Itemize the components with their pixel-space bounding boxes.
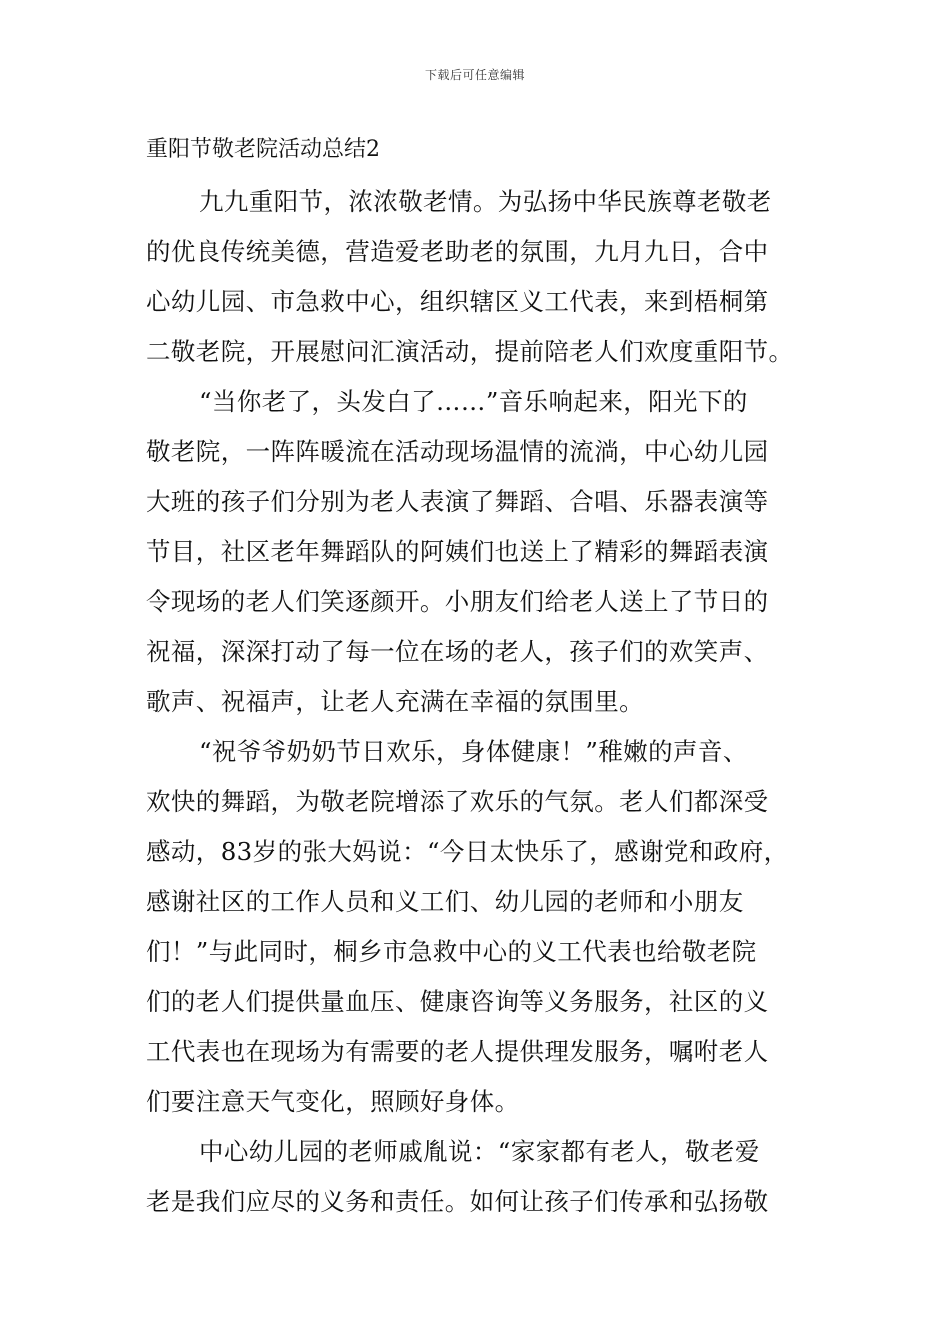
text-line: 老是我们应尽的义务和责任。如何让孩子们传承和弘扬敬 [146,1187,769,1216]
text-line: 感谢社区的工作人员和义工们、幼儿园的老师和小朋友 [146,887,744,916]
text-line: 欢快的舞蹈，为敬老院增添了欢乐的气氛。老人们都深受 [146,787,769,816]
text-line: 二敬老院，开展慰问汇演活动，提前陪老人们欢度重阳节。 [146,337,794,366]
paragraph [146,732,826,1132]
text-line: 节目，社区老年舞蹈队的阿姨们也送上了精彩的舞蹈表演 [146,537,769,566]
text-line: 们的老人们提供量血压、健康咨询等义务服务，社区的义 [146,987,769,1016]
text-line: 令现场的老人们笑逐颜开。小朋友们给老人送上了节日的 [146,587,769,616]
text-line: 感动，83岁的张大妈说：“今日太快乐了，感谢党和政府， [146,837,789,866]
text-line: 九九重阳节，浓浓敬老情。为弘扬中华民族尊老敬老 [199,187,772,216]
text-line: 心幼儿园、市急救中心，组织辖区义工代表，来到梧桐第 [146,287,769,316]
paragraph [146,182,826,382]
text-line: 们要注意天气变化，照顾好身体。 [146,1087,520,1116]
paragraph [146,1132,826,1232]
text-line: 敬老院，一阵阵暖流在活动现场温情的流淌，中心幼儿园 [146,437,769,466]
text-line: 歌声、祝福声，让老人充满在幸福的氛围里。 [146,687,644,716]
text-line: 大班的孩子们分别为老人表演了舞蹈、合唱、乐器表演等 [146,487,769,516]
document-title: 重阳节敬老院活动总结2 [146,137,380,162]
page-header: 下载后可任意编辑 [424,68,525,82]
text-line: 的优良传统美德，营造爱老助老的氛围，九月九日，合中 [146,237,769,266]
text-line: “祝爷爷奶奶节日欢乐，身体健康！”稚嫩的声音、 [199,737,748,766]
text-line: “当你老了，头发白了……”音乐响起来，阳光下的 [199,387,748,416]
text-line: 工代表也在现场为有需要的老人提供理发服务，嘱咐老人 [146,1037,769,1066]
text-line: 们！”与此同时，桐乡市急救中心的义工代表也给敬老院 [146,937,757,966]
text-line: 祝福，深深打动了每一位在场的老人，孩子们的欢笑声、 [146,637,769,666]
paragraph [146,382,826,732]
text-line: 中心幼儿园的老师戚胤说：“家家都有老人，敬老爱 [199,1137,760,1166]
document-body [146,182,826,1232]
